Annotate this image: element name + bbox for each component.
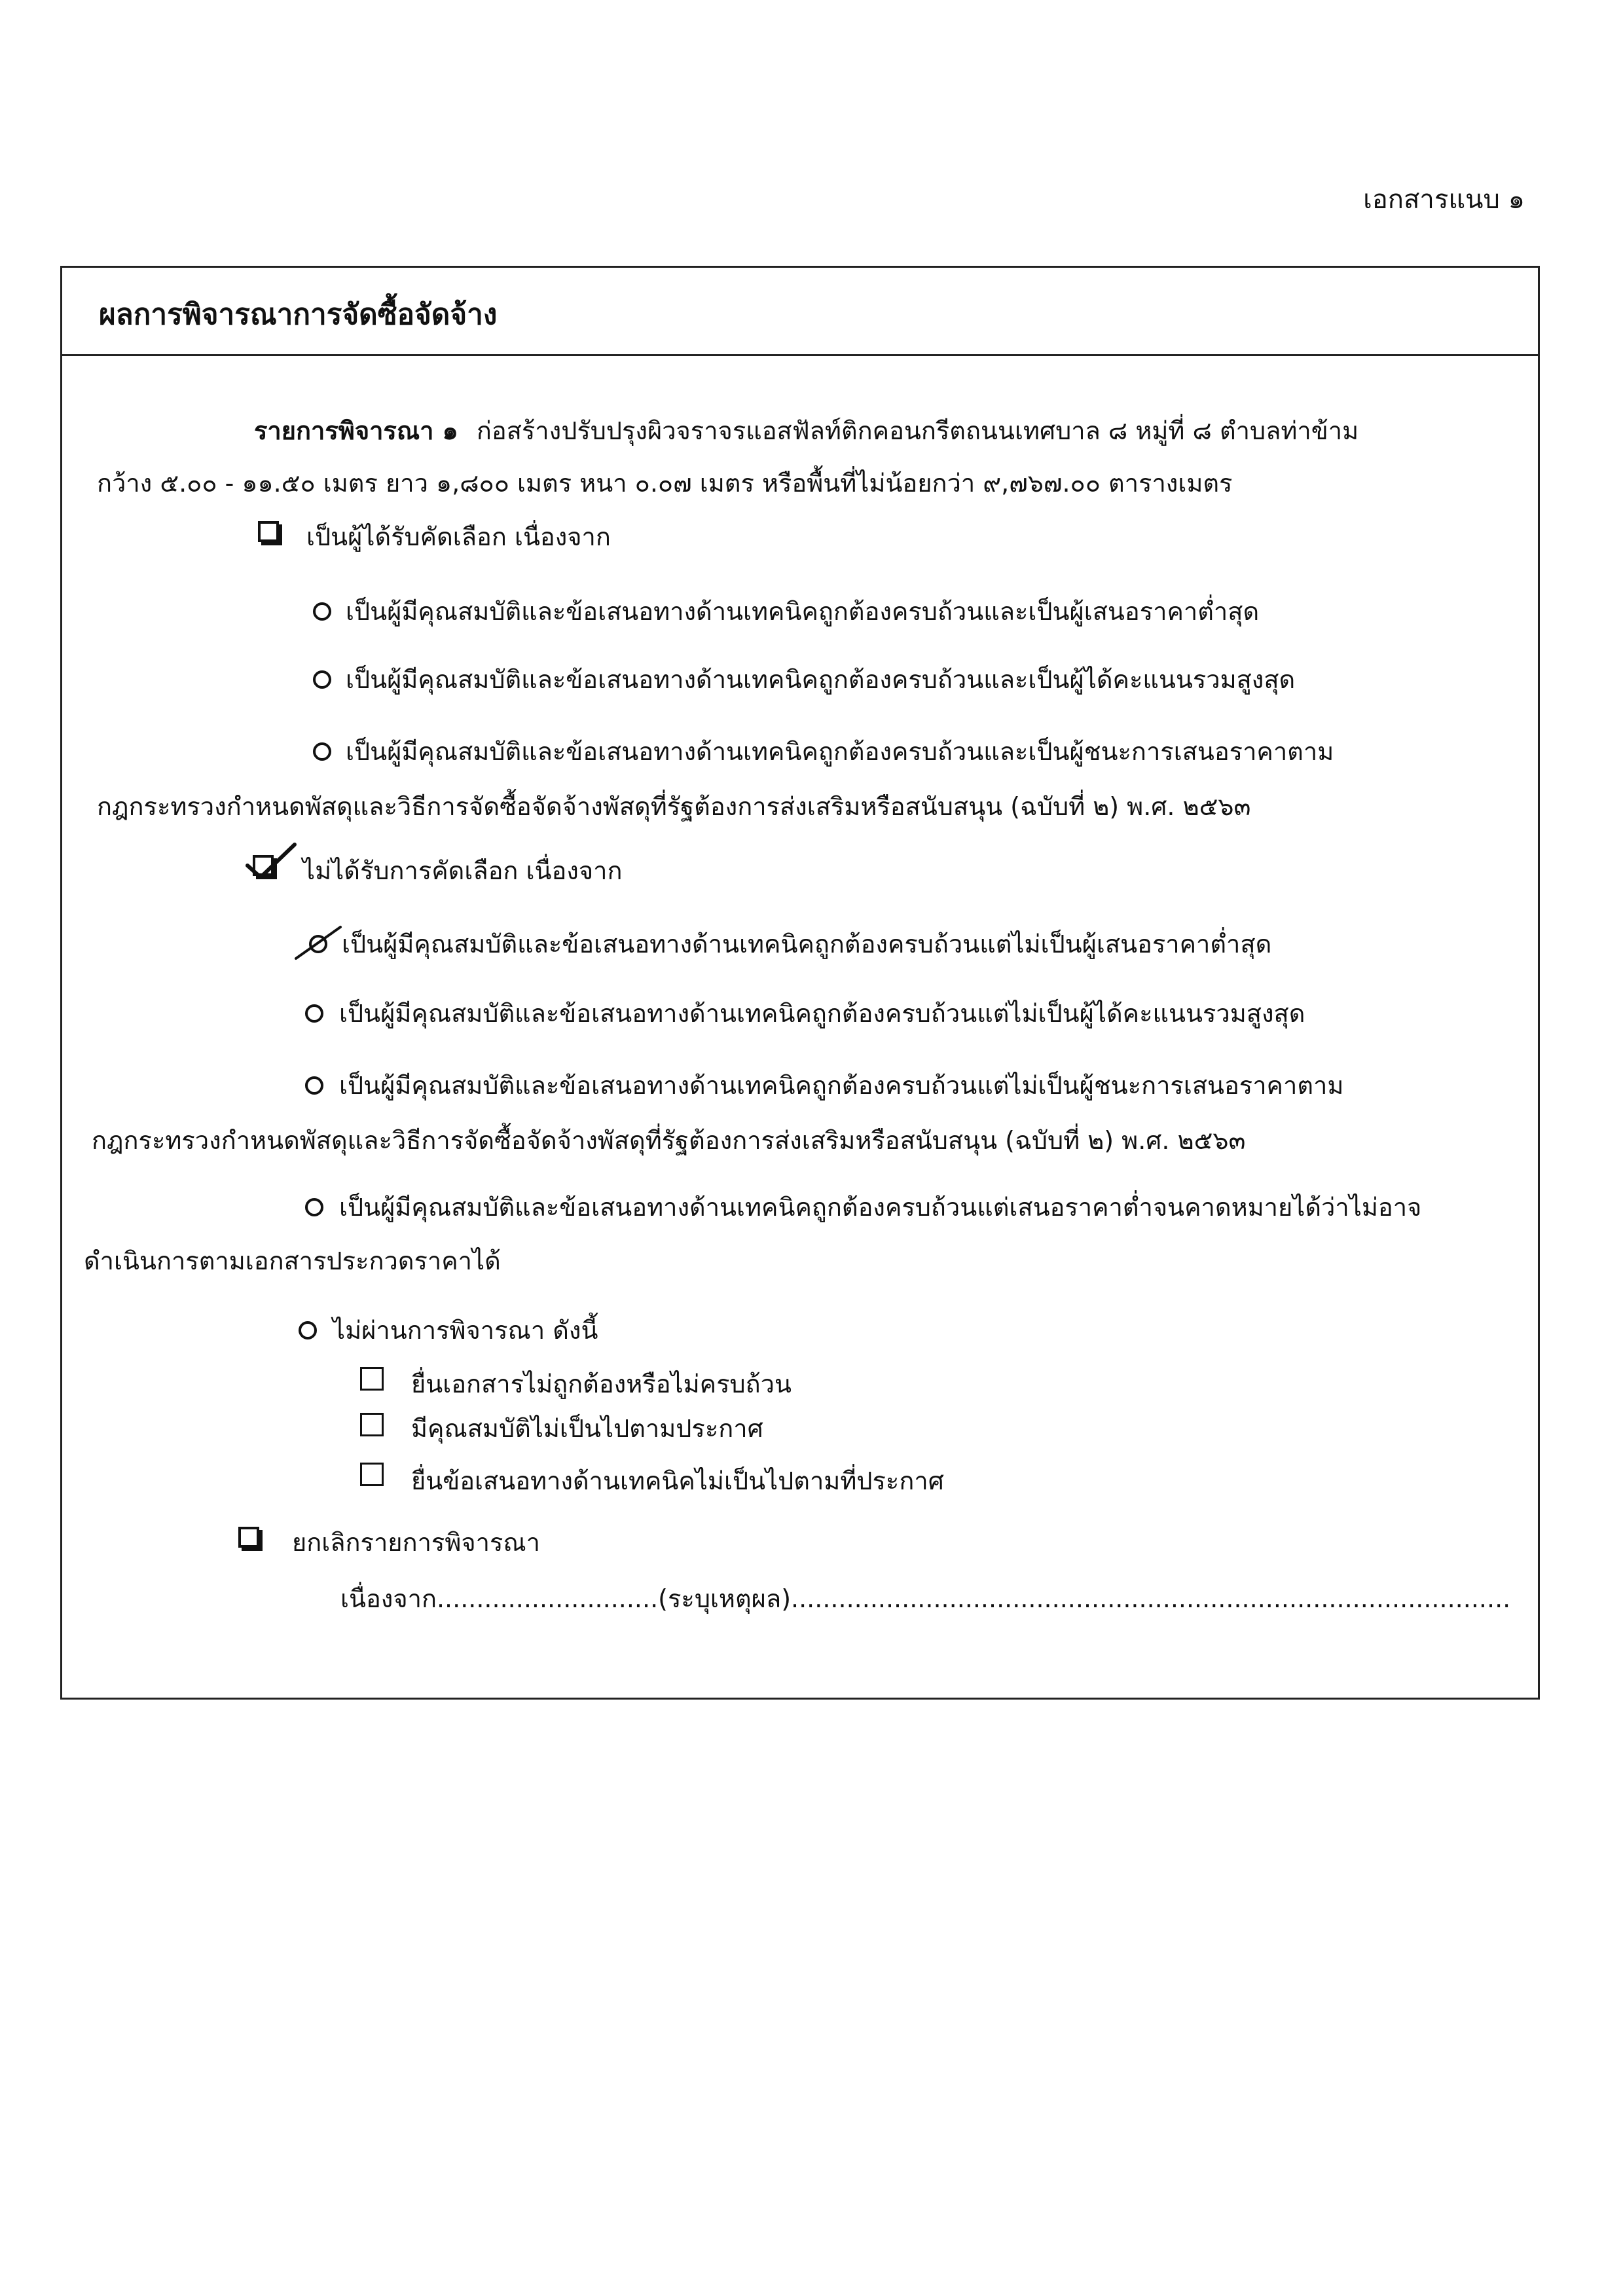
item-desc-1: ก่อสร้างปรับปรุงผิวจราจรแอสฟัลท์ติกคอนกรีตถนนเทศบาล ๘ หมู่ที่ ๘ ตำบลท่าข้าม <box>476 416 1359 445</box>
selected-opt3-radio[interactable] <box>313 742 331 761</box>
not-selected-opt2-radio[interactable] <box>305 1004 323 1023</box>
selected-opt3-text-2: กฎกระทรวงกำหนดพัสดุและวิธีการจัดซื้อจัดจ้างพัสดุที่รัฐต้องการส่งเสริมหรือสนับสนุน (ฉบับที่ ๒) พ.ศ. ๒๕๖๓ <box>97 792 1251 821</box>
item-label: รายการพิจารณา ๑ <box>254 416 458 445</box>
not-selected-opt2-text: เป็นผู้มีคุณสมบัติและข้อเสนอทางด้านเทคนิคถูกต้องครบถ้วนแต่ไม่เป็นผู้ได้คะแนนรวมสูงสุด <box>339 999 1305 1028</box>
selected-opt1-radio[interactable] <box>313 602 331 621</box>
strike-mark-icon <box>292 923 344 962</box>
selected-opt2-radio[interactable] <box>313 670 331 689</box>
not-selected-opt4-text-2: ดำเนินการตามเอกสารประกวดราคาได้ <box>84 1247 501 1275</box>
fail-qual-text: มีคุณสมบัติไม่เป็นไปตามประกาศ <box>411 1414 763 1443</box>
not-selected-opt3-text-1: เป็นผู้มีคุณสมบัติและข้อเสนอทางด้านเทคนิคถูกต้องครบถ้วนแต่ไม่เป็นผู้ชนะการเสนอราคาตาม <box>339 1071 1344 1100</box>
fail-doc-text: ยื่นเอกสารไม่ถูกต้องหรือไม่ครบถ้วน <box>411 1370 792 1398</box>
fail-label: ไม่ผ่านการพิจารณา ดังนี้ <box>333 1316 598 1345</box>
fail-radio[interactable] <box>299 1321 317 1339</box>
not-selected-opt3-radio[interactable] <box>305 1076 323 1095</box>
item-line-1 <box>254 416 1359 446</box>
not-selected-opt4-radio[interactable] <box>305 1198 323 1216</box>
form-header <box>62 268 1538 356</box>
not-selected-label: ไม่ได้รับการคัดเลือก เนื่องจาก <box>302 856 623 885</box>
selected-label: เป็นผู้ได้รับคัดเลือก เนื่องจาก <box>306 522 611 551</box>
fail-doc-checkbox[interactable] <box>360 1367 384 1391</box>
not-selected-opt3-text-2: กฎกระทรวงกำหนดพัสดุและวิธีการจัดซื้อจัดจ้างพัสดุที่รัฐต้องการส่งเสริมหรือสนับสนุน (ฉบับที่ ๒) พ.ศ. ๒๕๖๓ <box>92 1126 1246 1155</box>
fail-qual-checkbox[interactable] <box>360 1413 384 1436</box>
form-title: ผลการพิจารณาการจัดซื้อจัดจ้าง <box>99 298 498 331</box>
fail-tech-checkbox[interactable] <box>360 1463 384 1486</box>
selected-opt2-text: เป็นผู้มีคุณสมบัติและข้อเสนอทางด้านเทคนิคถูกต้องครบถ้วนและเป็นผู้ได้คะแนนรวมสูงสุด <box>346 665 1296 694</box>
checkmark-icon <box>241 839 300 885</box>
cancel-checkbox[interactable] <box>238 1527 259 1548</box>
selected-opt3-text-1: เป็นผู้มีคุณสมบัติและข้อเสนอทางด้านเทคนิคถูกต้องครบถ้วนและเป็นผู้ชนะการเสนอราคาตาม <box>346 737 1334 766</box>
not-selected-opt4-text-1: เป็นผู้มีคุณสมบัติและข้อเสนอทางด้านเทคนิคถูกต้องครบถ้วนแต่เสนอราคาต่ำจนคาดหมายได้ว่าไม่อาจ <box>339 1193 1422 1222</box>
cancel-label: ยกเลิกรายการพิจารณา <box>292 1528 540 1557</box>
item-desc-2: กว้าง ๕.๐๐ - ๑๑.๕๐ เมตร ยาว ๑,๘๐๐ เมตร หนา ๐.๐๗ เมตร หรือพื้นที่ไม่น้อยกว่า ๙,๗๖๗.๐๐ ตารางเมตร <box>97 469 1233 498</box>
selected-checkbox[interactable] <box>258 521 279 542</box>
attachment-label: เอกสารแนบ ๑ <box>1363 185 1525 215</box>
cancel-reason-line: เนื่องจาก............................(ระบุเหตุผล)........................................................................................... <box>340 1584 1511 1613</box>
selected-opt1-text: เป็นผู้มีคุณสมบัติและข้อเสนอทางด้านเทคนิคถูกต้องครบถ้วนและเป็นผู้เสนอราคาต่ำสุด <box>346 597 1260 626</box>
fail-tech-text: ยื่นข้อเสนอทางด้านเทคนิคไม่เป็นไปตามที่ประกาศ <box>411 1467 944 1495</box>
not-selected-opt1-text: เป็นผู้มีคุณสมบัติและข้อเสนอทางด้านเทคนิคถูกต้องครบถ้วนแต่ไม่เป็นผู้เสนอราคาต่ำสุด <box>342 930 1272 958</box>
